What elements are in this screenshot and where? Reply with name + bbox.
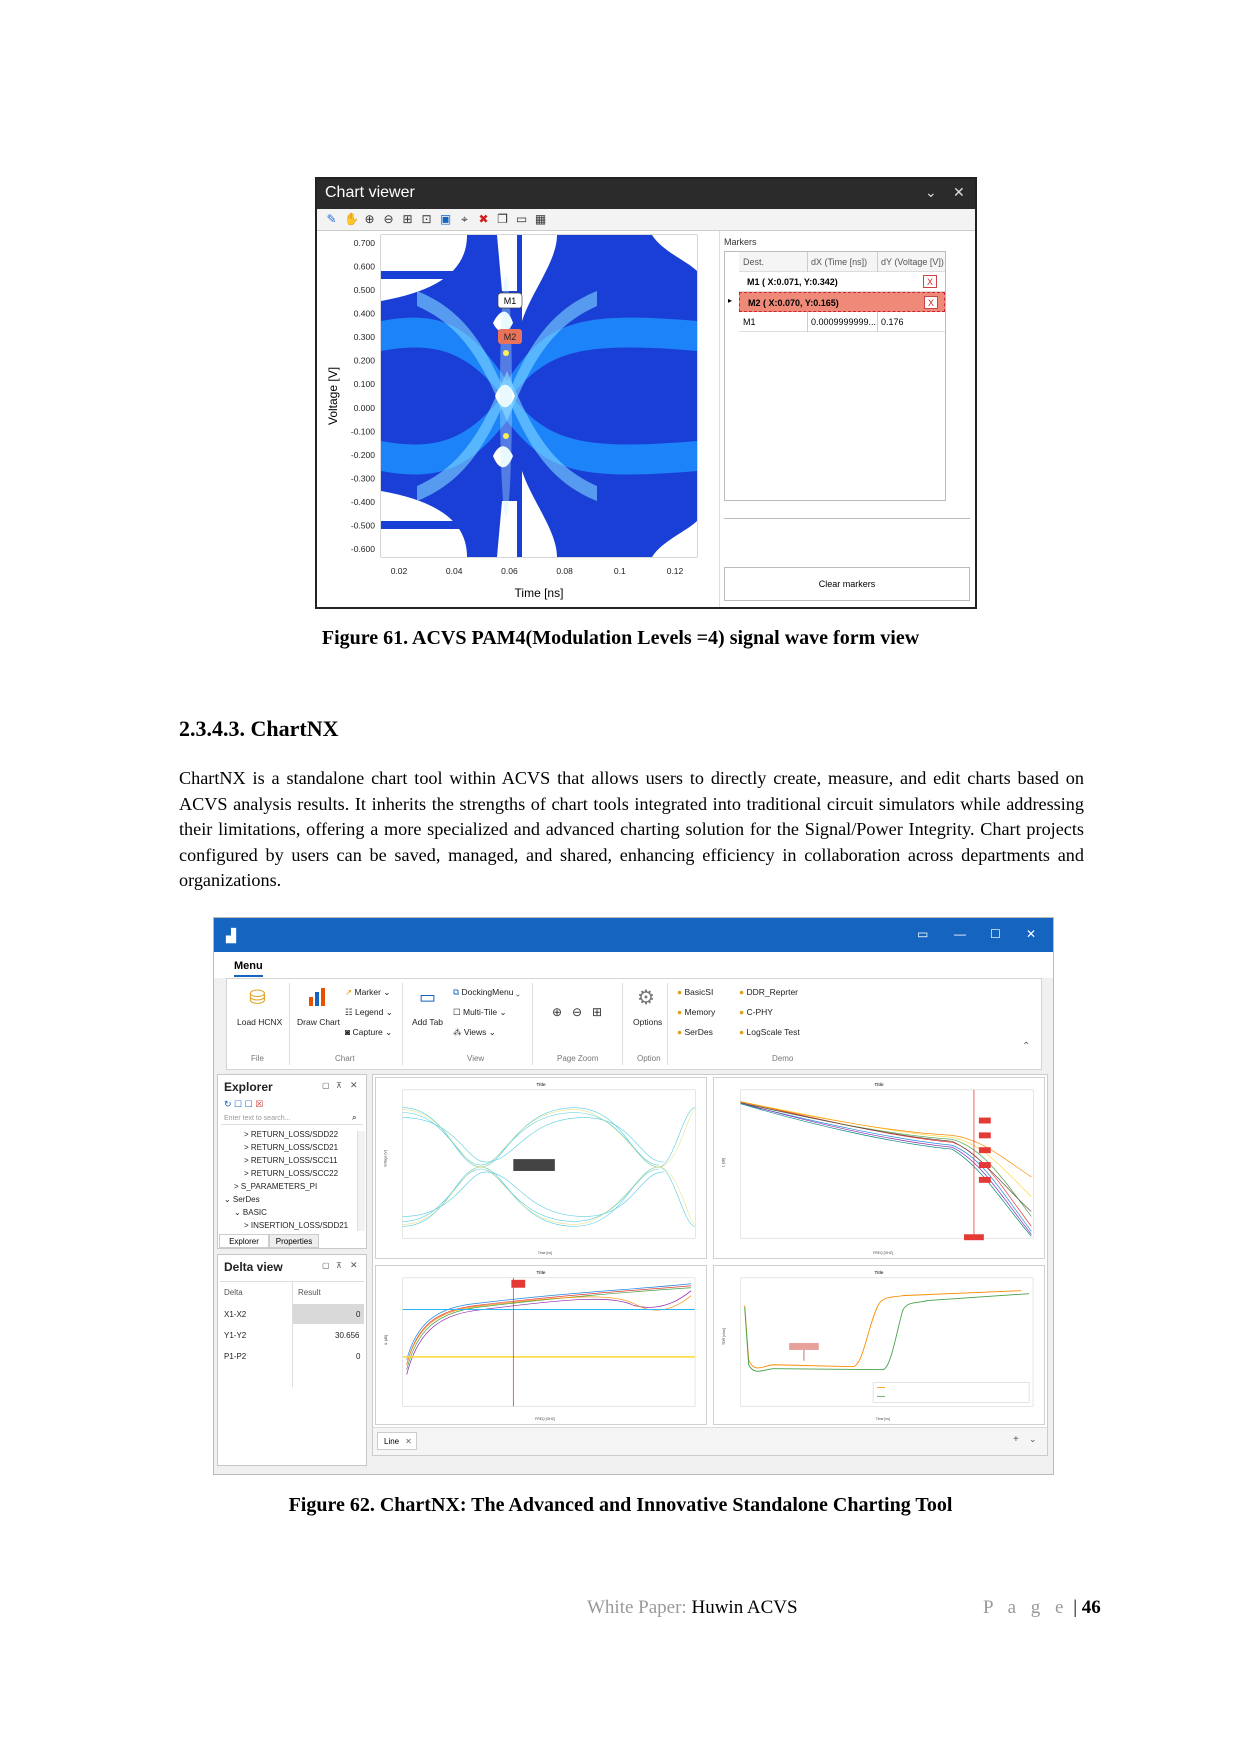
clear-markers-button[interactable]: Clear markers <box>724 567 970 601</box>
memory-button[interactable]: ● Memory <box>677 1007 716 1017</box>
svg-text:IL [dB]: IL [dB] <box>383 1335 388 1345</box>
add-tab-icon: ▭ <box>419 987 437 1007</box>
group-chart: Chart <box>335 1054 355 1063</box>
delta-row-value: 30.656 <box>335 1331 360 1340</box>
app-logo-icon: ▟ <box>226 928 236 943</box>
svg-text:FREQ [GHZ]: FREQ [GHZ] <box>873 1251 893 1256</box>
chart-title: Title <box>536 1270 546 1276</box>
group-page-zoom: Page Zoom <box>557 1054 599 1063</box>
svg-text:L [dB]: L [dB] <box>721 1158 726 1168</box>
delta-name: M1 <box>743 317 756 327</box>
chart-title: Title <box>536 1082 546 1088</box>
zoom-area-icon[interactable]: ⊡ <box>421 212 432 226</box>
marker-row-m2-label: M2 ( X:0.070, Y:0.165) <box>748 298 839 308</box>
footer-page <box>983 1597 1101 1619</box>
loss-chart <box>713 1077 1045 1259</box>
serdes-button[interactable]: ● SerDes <box>677 1027 713 1037</box>
group-view: View <box>467 1054 485 1063</box>
marker-delta-row <box>739 312 945 332</box>
capture-dropdown[interactable]: ◙ Capture ⌄ <box>345 1027 393 1037</box>
bar-chart-icon <box>307 987 327 1007</box>
chart-title: Title <box>874 1270 884 1276</box>
minimize-icon[interactable]: — <box>954 927 966 941</box>
tree-item[interactable]: > RETURN_LOSS/SCC11 <box>244 1156 338 1165</box>
hand-icon[interactable]: ✋ <box>344 212 359 226</box>
delta-row-name: Y1-Y2 <box>224 1331 247 1340</box>
marker-row-m1[interactable] <box>739 272 945 292</box>
page-number: 46 <box>1081 1597 1101 1618</box>
markers-title: Markers <box>724 237 757 247</box>
panel-pin-icon[interactable]: ⊼ <box>336 1261 342 1270</box>
collapse-ribbon-icon[interactable]: ⌃ <box>1022 1041 1031 1052</box>
views-icon: ⁂ <box>453 1027 462 1037</box>
window-title: Chart viewer <box>325 184 415 201</box>
delta-dx: 0.0009999999... <box>807 312 876 332</box>
ddr-reprter-button[interactable]: ● DDR_Reprter <box>739 987 799 997</box>
refresh-icon[interactable]: ↻ ☐ ☐ ☒ <box>224 1099 264 1109</box>
result-header: Result <box>298 1288 321 1297</box>
delta-row-name: X1-X2 <box>224 1310 247 1319</box>
delta-header: Delta <box>224 1288 243 1297</box>
demo-icon: ● <box>739 1007 745 1017</box>
panel-close-icon[interactable]: ✕ <box>350 1080 358 1090</box>
svg-text:Time [ns]: Time [ns] <box>875 1417 890 1422</box>
footer-white-paper: White Paper: <box>587 1597 692 1618</box>
gear-icon: ⚙ <box>637 987 655 1009</box>
demo-icon: ● <box>677 987 683 997</box>
grid-icon[interactable]: ▦ <box>534 212 547 226</box>
marker-icon[interactable]: ▣ <box>439 212 452 226</box>
demo-icon: ● <box>677 1007 683 1017</box>
marker-icon: ↗ <box>345 987 353 997</box>
x-tick-label: 0.04 <box>445 566 463 576</box>
y-tick-label: 0.100 <box>353 379 375 390</box>
tab-strip <box>373 1427 1047 1455</box>
chart-viewer-window <box>315 177 977 609</box>
explorer-title: Explorer <box>224 1080 273 1094</box>
delta-row-value: 0 <box>356 1310 361 1319</box>
delta-table <box>220 1281 364 1401</box>
x-axis-label: Time [ns] <box>514 586 564 600</box>
zoom-out-icon[interactable]: ⊖ <box>572 1005 583 1019</box>
x-tick-label: 0.06 <box>501 566 518 576</box>
eye-diagram-plot <box>317 231 717 607</box>
x-tick-labels <box>391 566 684 576</box>
c-phy-button[interactable]: ● C-PHY <box>739 1007 773 1017</box>
scrollbar[interactable] <box>357 1131 365 1231</box>
multi-tile-dropdown[interactable]: ☐ Multi-Tile ⌄ <box>453 1007 507 1017</box>
eye-mask <box>513 1159 555 1171</box>
menu-tab[interactable]: Menu <box>234 960 263 977</box>
tab-properties[interactable]: Properties <box>269 1234 319 1248</box>
y-tick-label: -0.300 <box>350 473 375 484</box>
zoom-in-icon[interactable]: ⊕ <box>364 212 375 226</box>
demo-icon: ● <box>739 987 745 997</box>
y-axis-label: Voltage [V] <box>326 366 340 426</box>
svg-text:Time [ns]: Time [ns] <box>537 1251 552 1256</box>
explorer-search-input[interactable]: Enter text to search... <box>221 1113 363 1125</box>
header-dy: dY (Voltage [V]) <box>877 252 944 272</box>
explorer-panel <box>217 1074 367 1249</box>
section-paragraph: ChartNX is a standalone chart tool within ACVS that allows users to directly create, measure, and edit charts based on ACVS analysis results. It inherits the strengths of chart tools integrated into traditional circuit simulators while addressing their limitations, offering a more specialized and advanced charting solution for the Signal/Power Integrity. Chart projects configured by users can be saved, managed, and shared, enhancing efficiency in collaboration across departments and organizations. <box>179 768 1084 891</box>
divider <box>724 518 970 519</box>
docking-menu-dropdown[interactable]: ⧉ DockingMenu ⌄ <box>453 987 520 997</box>
chartnx-window <box>213 917 1054 1475</box>
copy-icon[interactable]: ❐ <box>497 212 508 226</box>
group-option: Option <box>637 1054 661 1063</box>
search-icon[interactable]: ⌕ <box>352 1113 357 1122</box>
tree-item[interactable]: > RETURN_LOSS/SDD22 <box>244 1130 339 1139</box>
y-tick-label: 0.400 <box>353 308 375 319</box>
delete-marker-icon[interactable]: ✖ <box>478 212 489 226</box>
chartnx-titlebar <box>214 918 1053 952</box>
add-tab-button[interactable]: Add Tab <box>412 1017 444 1027</box>
close-icon[interactable]: ✕ <box>953 184 965 200</box>
y-tick-label: -0.600 <box>350 544 375 554</box>
markers-header <box>739 252 945 272</box>
point-marker-label <box>789 1343 819 1350</box>
zoom-out-icon[interactable]: ⊖ <box>383 212 394 226</box>
y-tick-label: 0.300 <box>353 332 375 343</box>
views-dropdown[interactable]: ⁂ Views ⌄ <box>453 1027 496 1037</box>
group-demo: Demo <box>772 1054 794 1063</box>
chart-toolbar <box>317 209 975 231</box>
figure-62-caption: Figure 62. ChartNX: The Advanced and Innovative Standalone Charting Tool <box>288 1494 953 1516</box>
svg-text:Voltage [V]: Voltage [V] <box>383 1150 388 1168</box>
figure-61-caption: Figure 61. ACVS PAM4(Modulation Levels =4) signal wave form view <box>321 627 920 649</box>
footer-product: Huwin ACVS <box>691 1597 798 1618</box>
tree-item[interactable]: > RETURN_LOSS/SCD21 <box>244 1143 339 1152</box>
panel-close-icon[interactable]: ✕ <box>350 1260 358 1270</box>
legend-dropdown[interactable]: ☷ Legend ⌄ <box>345 1007 393 1017</box>
panel-pin-icon[interactable]: ⊼ <box>336 1081 342 1090</box>
marker-m2-label: M2 <box>503 332 517 342</box>
eye-chart <box>375 1077 707 1259</box>
zoom-in-icon[interactable]: ⊕ <box>552 1005 563 1019</box>
database-icon: ⛁ <box>249 987 266 1009</box>
tab-line-label: Line <box>384 1437 400 1446</box>
marker-row-m2[interactable] <box>739 292 945 312</box>
y-tick-labels <box>351 238 375 554</box>
tab-explorer[interactable]: Explorer <box>219 1234 269 1248</box>
y-tick-label: 0.000 <box>353 402 375 413</box>
y-tick-label: -0.200 <box>350 449 375 460</box>
docking-icon: ⧉ <box>453 987 460 997</box>
y-tick-label: -0.500 <box>350 520 375 531</box>
options-button[interactable]: Options <box>633 1017 663 1027</box>
remove-m2-button[interactable]: X <box>924 296 938 309</box>
delta-row-value: 0 <box>356 1352 361 1361</box>
y-tick-label: -0.400 <box>350 496 375 507</box>
collapse-icon[interactable]: ⌄ <box>925 184 937 200</box>
fit-icon[interactable]: ⊞ <box>402 212 413 226</box>
demo-icon: ● <box>739 1027 745 1037</box>
basic-si-button[interactable]: ● BasicSI <box>677 987 714 997</box>
tab-menu-icon[interactable]: ⌄ <box>1029 1434 1037 1444</box>
zoom-fit-icon[interactable]: ⊞ <box>592 1005 603 1019</box>
group-file: File <box>251 1054 264 1063</box>
delta-row-name: P1-P2 <box>224 1352 247 1361</box>
marker-m1-label: M1 <box>503 296 517 306</box>
markers-panel <box>719 231 975 607</box>
x-tick-label: 0.12 <box>666 566 684 576</box>
y-tick-label: 0.200 <box>353 355 375 366</box>
tdr-legend <box>873 1383 1029 1403</box>
tab-line[interactable] <box>377 1432 417 1450</box>
chart-title: Title <box>874 1082 884 1088</box>
tree-item[interactable]: ⌄ BASIC <box>234 1208 267 1217</box>
delta-view-title: Delta view <box>224 1260 283 1274</box>
tile-icon: ☐ <box>453 1007 461 1017</box>
draw-chart-button[interactable]: Draw Chart <box>297 1017 340 1027</box>
legend-icon: ☷ <box>345 1007 353 1017</box>
load-hcnx-button[interactable]: Load HCNX <box>237 1017 283 1027</box>
chart-workspace <box>372 1074 1048 1456</box>
ramp-chart <box>375 1265 707 1425</box>
eye-traces <box>381 235 697 557</box>
crosshair-icon[interactable]: ⌖ <box>461 212 468 226</box>
close-window-icon[interactable]: ✕ <box>1026 927 1037 941</box>
delta-dy: 0.176 <box>877 312 904 332</box>
monitor-icon[interactable]: ▭ <box>515 212 528 226</box>
svg-text:TDR [ohm]: TDR [ohm] <box>721 1328 726 1345</box>
panel-float-icon[interactable]: ▢ <box>322 1261 330 1270</box>
tree-item[interactable]: > S_PARAMETERS_PI <box>234 1182 318 1191</box>
svg-text:FREQ [GHZ]: FREQ [GHZ] <box>535 1417 555 1422</box>
maximize-icon[interactable]: ☐ <box>990 927 1001 941</box>
add-tab-icon[interactable]: + <box>1013 1434 1019 1445</box>
marker-row-m1-label: M1 ( X:0.071, Y:0.342) <box>747 277 838 287</box>
camera-icon: ◙ <box>345 1027 351 1037</box>
x-tick-label: 0.02 <box>390 566 408 576</box>
demo-icon: ● <box>677 1027 683 1037</box>
pencil-icon[interactable]: ✎ <box>326 212 337 226</box>
ribbon <box>226 978 1042 1070</box>
section-heading: 2.3.4.3. ChartNX <box>179 716 339 741</box>
remove-m1-button[interactable]: X <box>923 275 937 288</box>
y-tick-label: 0.700 <box>353 238 375 248</box>
header-dx: dX (Time [ns]) <box>807 252 867 272</box>
tree-item[interactable]: > RETURN_LOSS/SCC22 <box>244 1169 339 1178</box>
x-tick-label: 0.1 <box>613 566 626 576</box>
y-tick-label: 0.500 <box>353 285 375 296</box>
header-dest: Dest. <box>743 257 765 267</box>
x-tick-label: 0.08 <box>556 566 573 576</box>
y-tick-label: -0.100 <box>350 426 375 437</box>
page-label: P a g e <box>983 1597 1069 1618</box>
panel-float-icon[interactable]: ▢ <box>322 1081 330 1090</box>
restore-icon[interactable]: ▭ <box>917 927 929 941</box>
tab-close-icon[interactable]: ✕ <box>405 1437 412 1446</box>
row-pointer-icon: ▸ <box>728 296 733 305</box>
tdr-chart <box>713 1265 1045 1425</box>
tree-item[interactable]: > INSERTION_LOSS/SDD21 <box>244 1221 349 1230</box>
delta-view-panel <box>217 1254 367 1466</box>
logscale-test-button[interactable]: ● LogScale Test <box>739 1027 800 1037</box>
tree-item[interactable]: ⌄ SerDes <box>224 1195 260 1204</box>
marker-badge <box>511 1280 525 1288</box>
markers-table <box>724 251 946 501</box>
marker-dropdown[interactable]: ↗ Marker ⌄ <box>345 987 391 997</box>
chart-viewer-titlebar <box>317 179 975 209</box>
footer-left <box>587 1597 798 1619</box>
y-tick-label: 0.600 <box>353 261 375 272</box>
page-separator: | <box>1073 1597 1078 1618</box>
menu-bar <box>214 952 1053 978</box>
